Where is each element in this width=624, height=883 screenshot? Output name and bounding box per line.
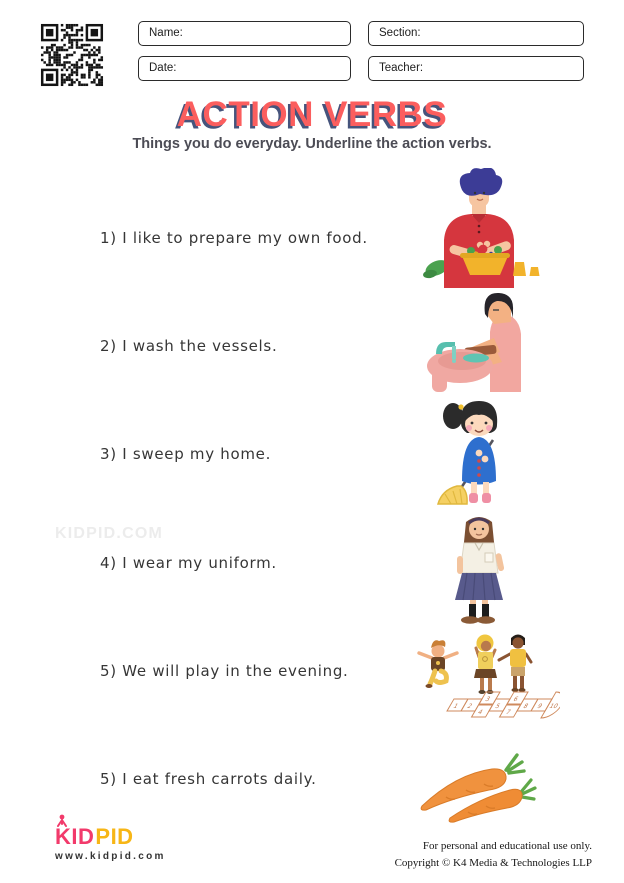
sentence-4-number: 4) [100,554,117,572]
hopscotch-number: 2 [465,702,474,710]
copyright-line: Copyright © K4 Media & Technologies LLP [394,856,592,869]
man-washing-dishes-illustration [424,292,542,392]
sentence-6 [100,770,317,788]
hopscotch-number: 3 [483,695,492,703]
sentence-1 [100,229,368,247]
sentence-6-text: I eat fresh carrots daily. [122,770,317,788]
children-playing-hopscotch-illustration [410,626,560,723]
hopscotch-number: 10 [547,702,560,710]
name-field[interactable] [138,21,351,46]
logo-pid-text: PID [95,824,134,849]
hopscotch-number: 6 [511,695,520,703]
logo-kid-text: KID [55,824,95,849]
kidpid-watermark: KIDPID.COM [55,525,163,542]
sentence-1-number: 1) [100,229,117,247]
website-url: www.kidpid.com [55,851,166,862]
hopscotch-number: 1 [451,702,460,710]
sentence-4-text: I wear my uniform. [122,554,277,572]
sentence-5-number: 5) [100,662,117,680]
sentence-4 [100,554,277,572]
sentence-2-number: 2) [100,337,117,355]
girl-in-uniform-illustration [436,510,522,624]
sentence-5-text: We will play in the evening. [122,662,349,680]
hopscotch-number: 8 [521,702,530,710]
sentence-5 [100,662,349,680]
hopscotch-number: 9 [535,702,544,710]
hopscotch-number: 5 [493,702,502,710]
section-field[interactable] [368,21,584,46]
teacher-label: Teacher: [379,62,424,74]
kidpid-logo [55,824,134,850]
fresh-carrots-illustration [416,750,538,824]
sentence-3-text: I sweep my home. [122,445,272,463]
sentence-1-text: I like to prepare my own food. [122,229,368,247]
hopscotch-number: 7 [504,708,513,716]
date-label: Date: [149,62,177,74]
usage-notice-line: For personal and educational use only. [422,840,592,852]
sentence-3 [100,445,271,463]
name-label: Name: [149,27,183,39]
section-label: Section: [379,27,421,39]
hopscotch-number: 4 [476,708,485,716]
page-instructions: Things you do everyday. Underline the action verbs. [132,136,492,152]
qr-code [36,18,108,94]
man-preparing-salad-illustration [413,168,545,288]
page-title: ACTION VERBS [176,95,448,134]
sentence-3-number: 3) [100,445,117,463]
girl-sweeping-illustration [427,396,529,508]
sentence-2-text: I wash the vessels. [122,337,278,355]
teacher-field[interactable] [368,56,584,81]
date-field[interactable] [138,56,351,81]
sentence-6-number: 5) [100,770,117,788]
copyright-notice [395,838,592,871]
sentence-2 [100,337,277,355]
